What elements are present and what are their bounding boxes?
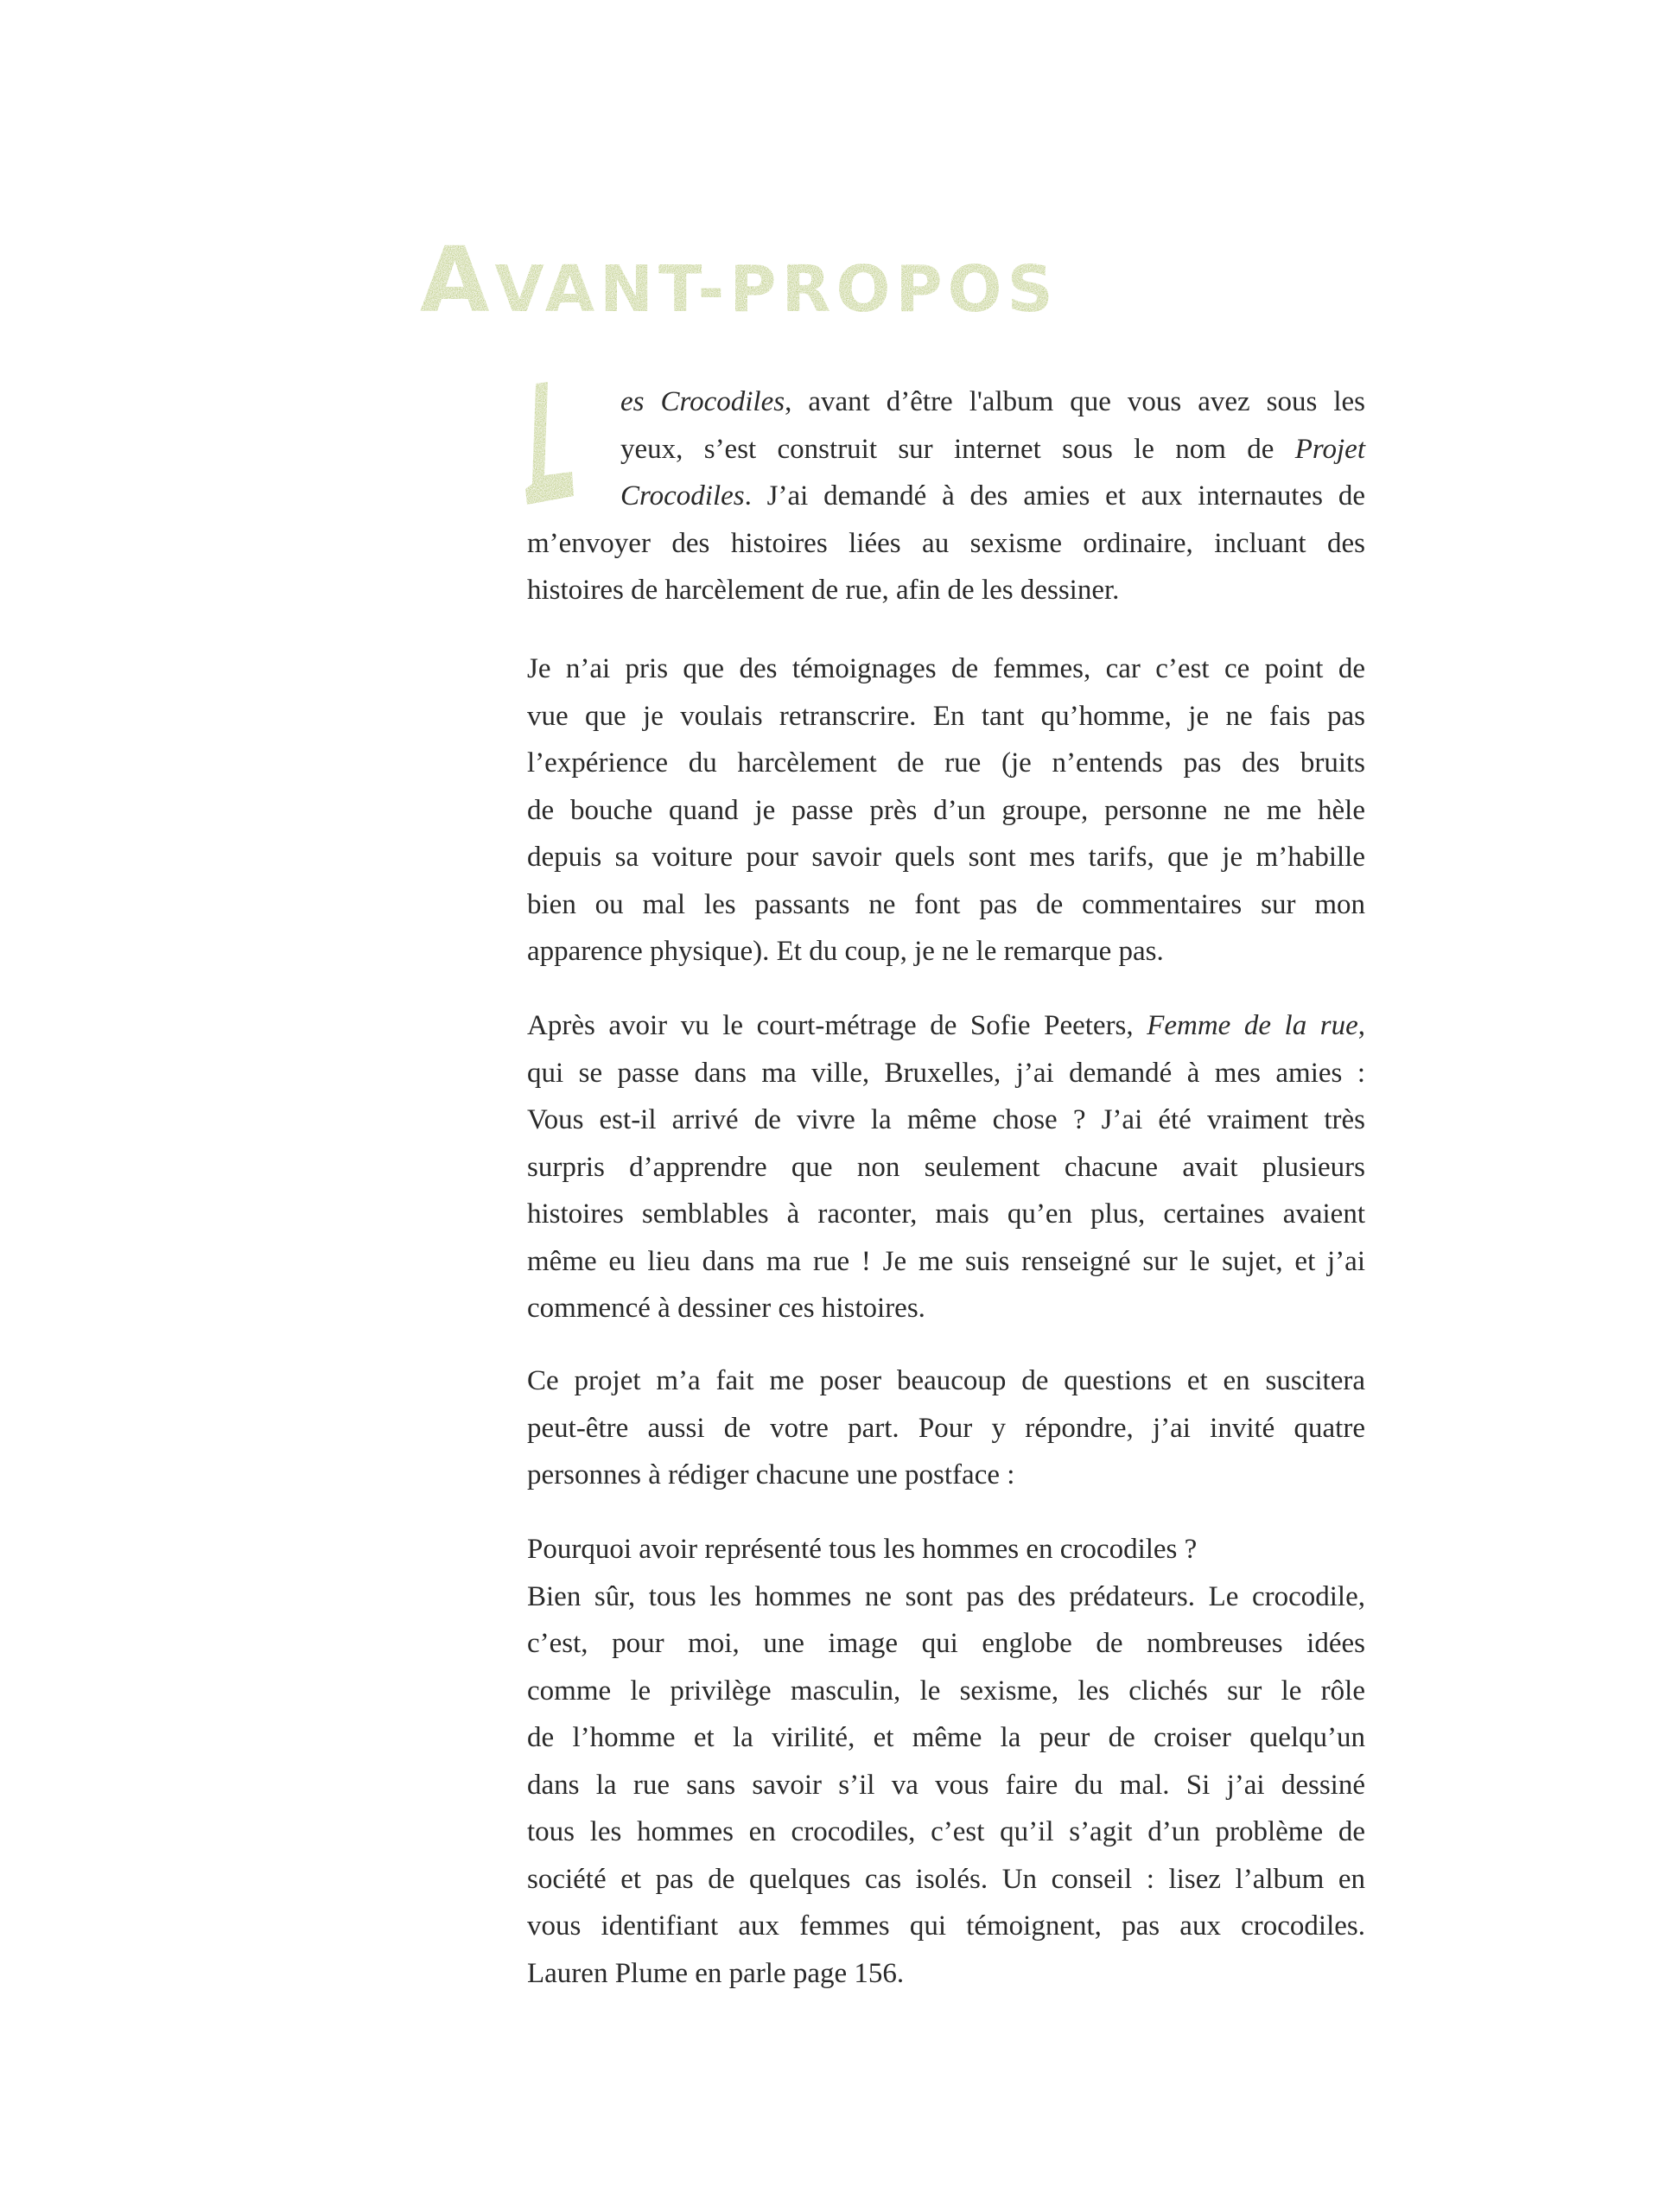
text-run: histoires de harcèlement de rue, afin de les dessiner. bbox=[527, 575, 1120, 606]
text-run: vous identifiant aux femmes qui témoignent, pas aux crocodiles. bbox=[527, 1910, 1365, 1942]
text-run: comme le privilège masculin, le sexisme, les clichés sur le rôle bbox=[527, 1675, 1365, 1707]
text-line bbox=[527, 1096, 1365, 1144]
text-line bbox=[527, 1002, 1365, 1050]
text-line bbox=[527, 881, 1365, 929]
text-line bbox=[527, 1526, 1365, 1573]
text-run: Lauren Plume en parle page 156. bbox=[527, 1957, 905, 1989]
text-run: bien ou mal les passants ne font pas de commentaires sur mon bbox=[527, 888, 1365, 920]
text-run: société et pas de quelques cas isolés. Un conseil : lisez l’album en bbox=[527, 1863, 1365, 1895]
text-run: , bbox=[1357, 1010, 1366, 1041]
text-line bbox=[527, 1714, 1365, 1762]
text-line bbox=[527, 1762, 1365, 1809]
text-line bbox=[527, 1903, 1365, 1950]
text-line bbox=[527, 1357, 1365, 1405]
text-line bbox=[527, 1050, 1365, 1097]
text-line bbox=[527, 378, 1365, 426]
paragraph-crocodiles-question bbox=[527, 1526, 1365, 1997]
paragraph-discovery bbox=[527, 1002, 1365, 1332]
text-run: l’expérience du harcèlement de rue (je n’entends pas des bruits bbox=[527, 747, 1365, 779]
text-run: surpris d’apprendre que non seulement chacune avait plusieurs bbox=[527, 1151, 1365, 1183]
text-line bbox=[527, 1285, 1365, 1332]
text-run: Bien sûr, tous les hommes ne sont pas des prédateurs. Le crocodile, bbox=[527, 1580, 1365, 1612]
text-line bbox=[527, 567, 1365, 614]
text-run: qui se passe dans ma ville, Bruxelles, j’ai demandé à mes amies : bbox=[527, 1057, 1365, 1089]
text-line bbox=[527, 928, 1365, 976]
text-run: vue que je voulais retranscrire. En tant qu’homme, je ne fais pas bbox=[527, 700, 1365, 732]
text-line bbox=[527, 1620, 1365, 1668]
text-run: Ce projet m’a fait me poser beaucoup de questions et en suscitera bbox=[527, 1365, 1365, 1396]
text-line bbox=[527, 1856, 1365, 1904]
text-line bbox=[527, 645, 1365, 693]
text-line bbox=[527, 473, 1365, 520]
text-line bbox=[527, 1144, 1365, 1192]
text-run: m’envoyer des histoires liées au sexisme ordinaire, incluant des bbox=[527, 527, 1365, 559]
paragraph-testimonies bbox=[527, 645, 1365, 976]
text-run: dans la rue sans savoir s’il va vous faire du mal. Si j’ai dessiné bbox=[527, 1769, 1365, 1801]
text-run: de bouche quand je passe près d’un groupe, personne ne me hèle bbox=[527, 794, 1365, 826]
text-line bbox=[527, 1238, 1365, 1286]
text-line bbox=[527, 1668, 1365, 1715]
text-run: Je n’ai pris que des témoignages de femmes, car c’est ce point de bbox=[527, 653, 1365, 684]
text-run: Après avoir vu le court-métrage de Sofie Peeters, bbox=[527, 1010, 1147, 1041]
text-run: personnes à rédiger chacune une postface : bbox=[527, 1459, 1015, 1491]
text-line bbox=[527, 787, 1365, 835]
text-run: apparence physique). Et du coup, je ne le remarque pas. bbox=[527, 936, 1164, 967]
italic-title-text: Crocodiles bbox=[620, 480, 745, 512]
italic-title-text: Femme de la rue bbox=[1147, 1010, 1358, 1041]
text-line bbox=[527, 1808, 1365, 1856]
text-run: tous les hommes en crocodiles, c’est qu’il s’agit d’un problème de bbox=[527, 1816, 1365, 1847]
text-line bbox=[527, 520, 1365, 568]
text-line bbox=[527, 740, 1365, 787]
text-run: Vous est-il arrivé de vivre la même chose ? J’ai été vraiment très bbox=[527, 1104, 1365, 1135]
text-run: de l’homme et la virilité, et même la peur de croiser quelqu’un bbox=[527, 1722, 1365, 1753]
text-run: Pourquoi avoir représenté tous les hommes en crocodiles ? bbox=[527, 1534, 1198, 1565]
paragraph-postfaces bbox=[527, 1357, 1365, 1499]
text-run: , avant d’être l'album que vous avez sous les bbox=[785, 386, 1365, 417]
text-line bbox=[527, 1950, 1365, 1998]
text-run: yeux, s’est construit sur internet sous le nom de bbox=[620, 433, 1295, 465]
text-line bbox=[527, 834, 1365, 881]
text-run: depuis sa voiture pour savoir quels sont mes tarifs, que je m’habille bbox=[527, 842, 1365, 873]
text-line bbox=[527, 1191, 1365, 1238]
text-run: c’est, pour moi, une image qui englobe de nombreuses idées bbox=[527, 1628, 1365, 1659]
text-run: peut-être aussi de votre part. Pour y répondre, j’ai invité quatre bbox=[527, 1412, 1365, 1444]
text-line bbox=[527, 1573, 1365, 1621]
italic-title-text: es Crocodiles bbox=[620, 386, 785, 417]
page-title bbox=[420, 227, 1058, 333]
text-run: commencé à dessiner ces histoires. bbox=[527, 1293, 925, 1324]
text-run: même eu lieu dans ma rue ! Je me suis renseigné sur le sujet, et j’ai bbox=[527, 1245, 1365, 1277]
italic-title-text: Projet bbox=[1294, 433, 1365, 465]
text-line bbox=[527, 1452, 1365, 1499]
text-line bbox=[527, 693, 1365, 741]
text-line bbox=[527, 426, 1365, 474]
title-rest: VANT-PROPOS bbox=[494, 252, 1058, 327]
text-line bbox=[527, 1405, 1365, 1452]
title-initial: A bbox=[420, 227, 495, 333]
text-run: . J’ai demandé à des amies et aux internautes de bbox=[744, 480, 1365, 512]
paragraph-intro bbox=[527, 378, 1365, 614]
text-run: histoires semblables à raconter, mais qu’en plus, certaines avaient bbox=[527, 1198, 1365, 1230]
